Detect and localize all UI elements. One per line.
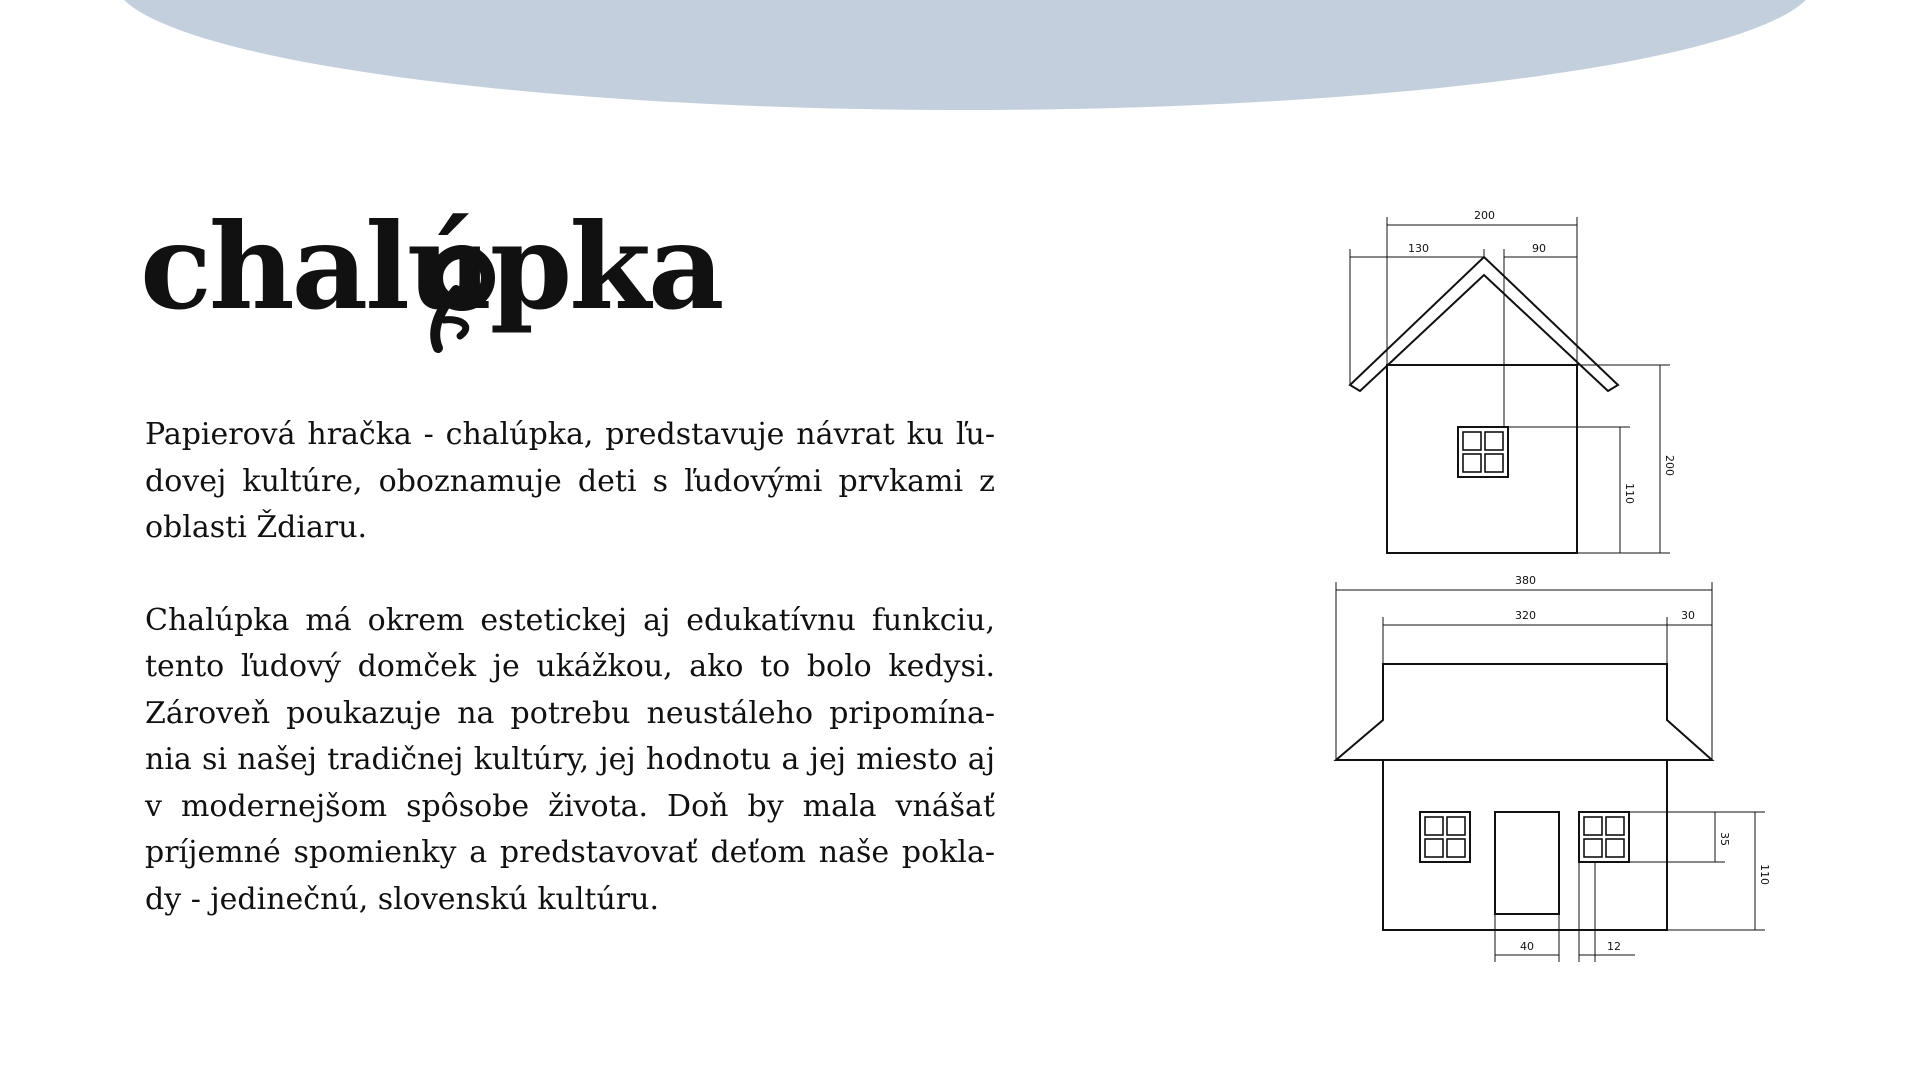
chalupka-logo [140,170,722,370]
dim-roof-width: 380 [1515,574,1536,587]
side-view-drawing [1330,205,1690,569]
dim-gap: 12 [1607,940,1621,953]
door [1495,812,1559,914]
front-view-drawing [1325,570,1795,994]
logo-text: chalúpka [140,197,722,336]
dim-overhang: 30 [1681,609,1695,622]
paragraph-intro: Papierová hračka - chalúpka, predstavuje návrat ku ľudovej kultúre, oboznamuje deti s ľudovými prvkami z oblasti Ždiaru. [145,417,995,545]
dim-window-height: 35 [1718,832,1731,846]
dim-wall-width: 320 [1515,609,1536,622]
paragraph-function: Chalúpka má okrem estetickej aj edukatívnu funkciu, tento ľudový domček je ukážkou, ako to bolo kedysi. Zároveň poukazuje na potrebu neustáleho pripomínania si našej tradičnej kultúry, jej hodnotu a jej miesto aj v modernejšom spôsobe života. Doň by mala vnášať príjemné spomienky a predstavovať deťom naše poklady - jedinečnú, slovenskú kultúru. [145,602,995,917]
window-icon [1458,427,1508,477]
dim-total-height: 200 [1663,455,1676,476]
window-icon [1579,812,1629,862]
dim-window-height: 110 [1623,483,1636,504]
dim-door-width: 40 [1520,940,1534,953]
dim-wall-height: 110 [1758,864,1771,885]
dim-total-width: 200 [1474,209,1495,222]
dim-right-offset: 90 [1532,242,1546,255]
description-text [145,412,995,923]
window-icon [1420,812,1470,862]
dim-left-offset: 130 [1408,242,1429,255]
header-ellipse [114,0,1816,110]
